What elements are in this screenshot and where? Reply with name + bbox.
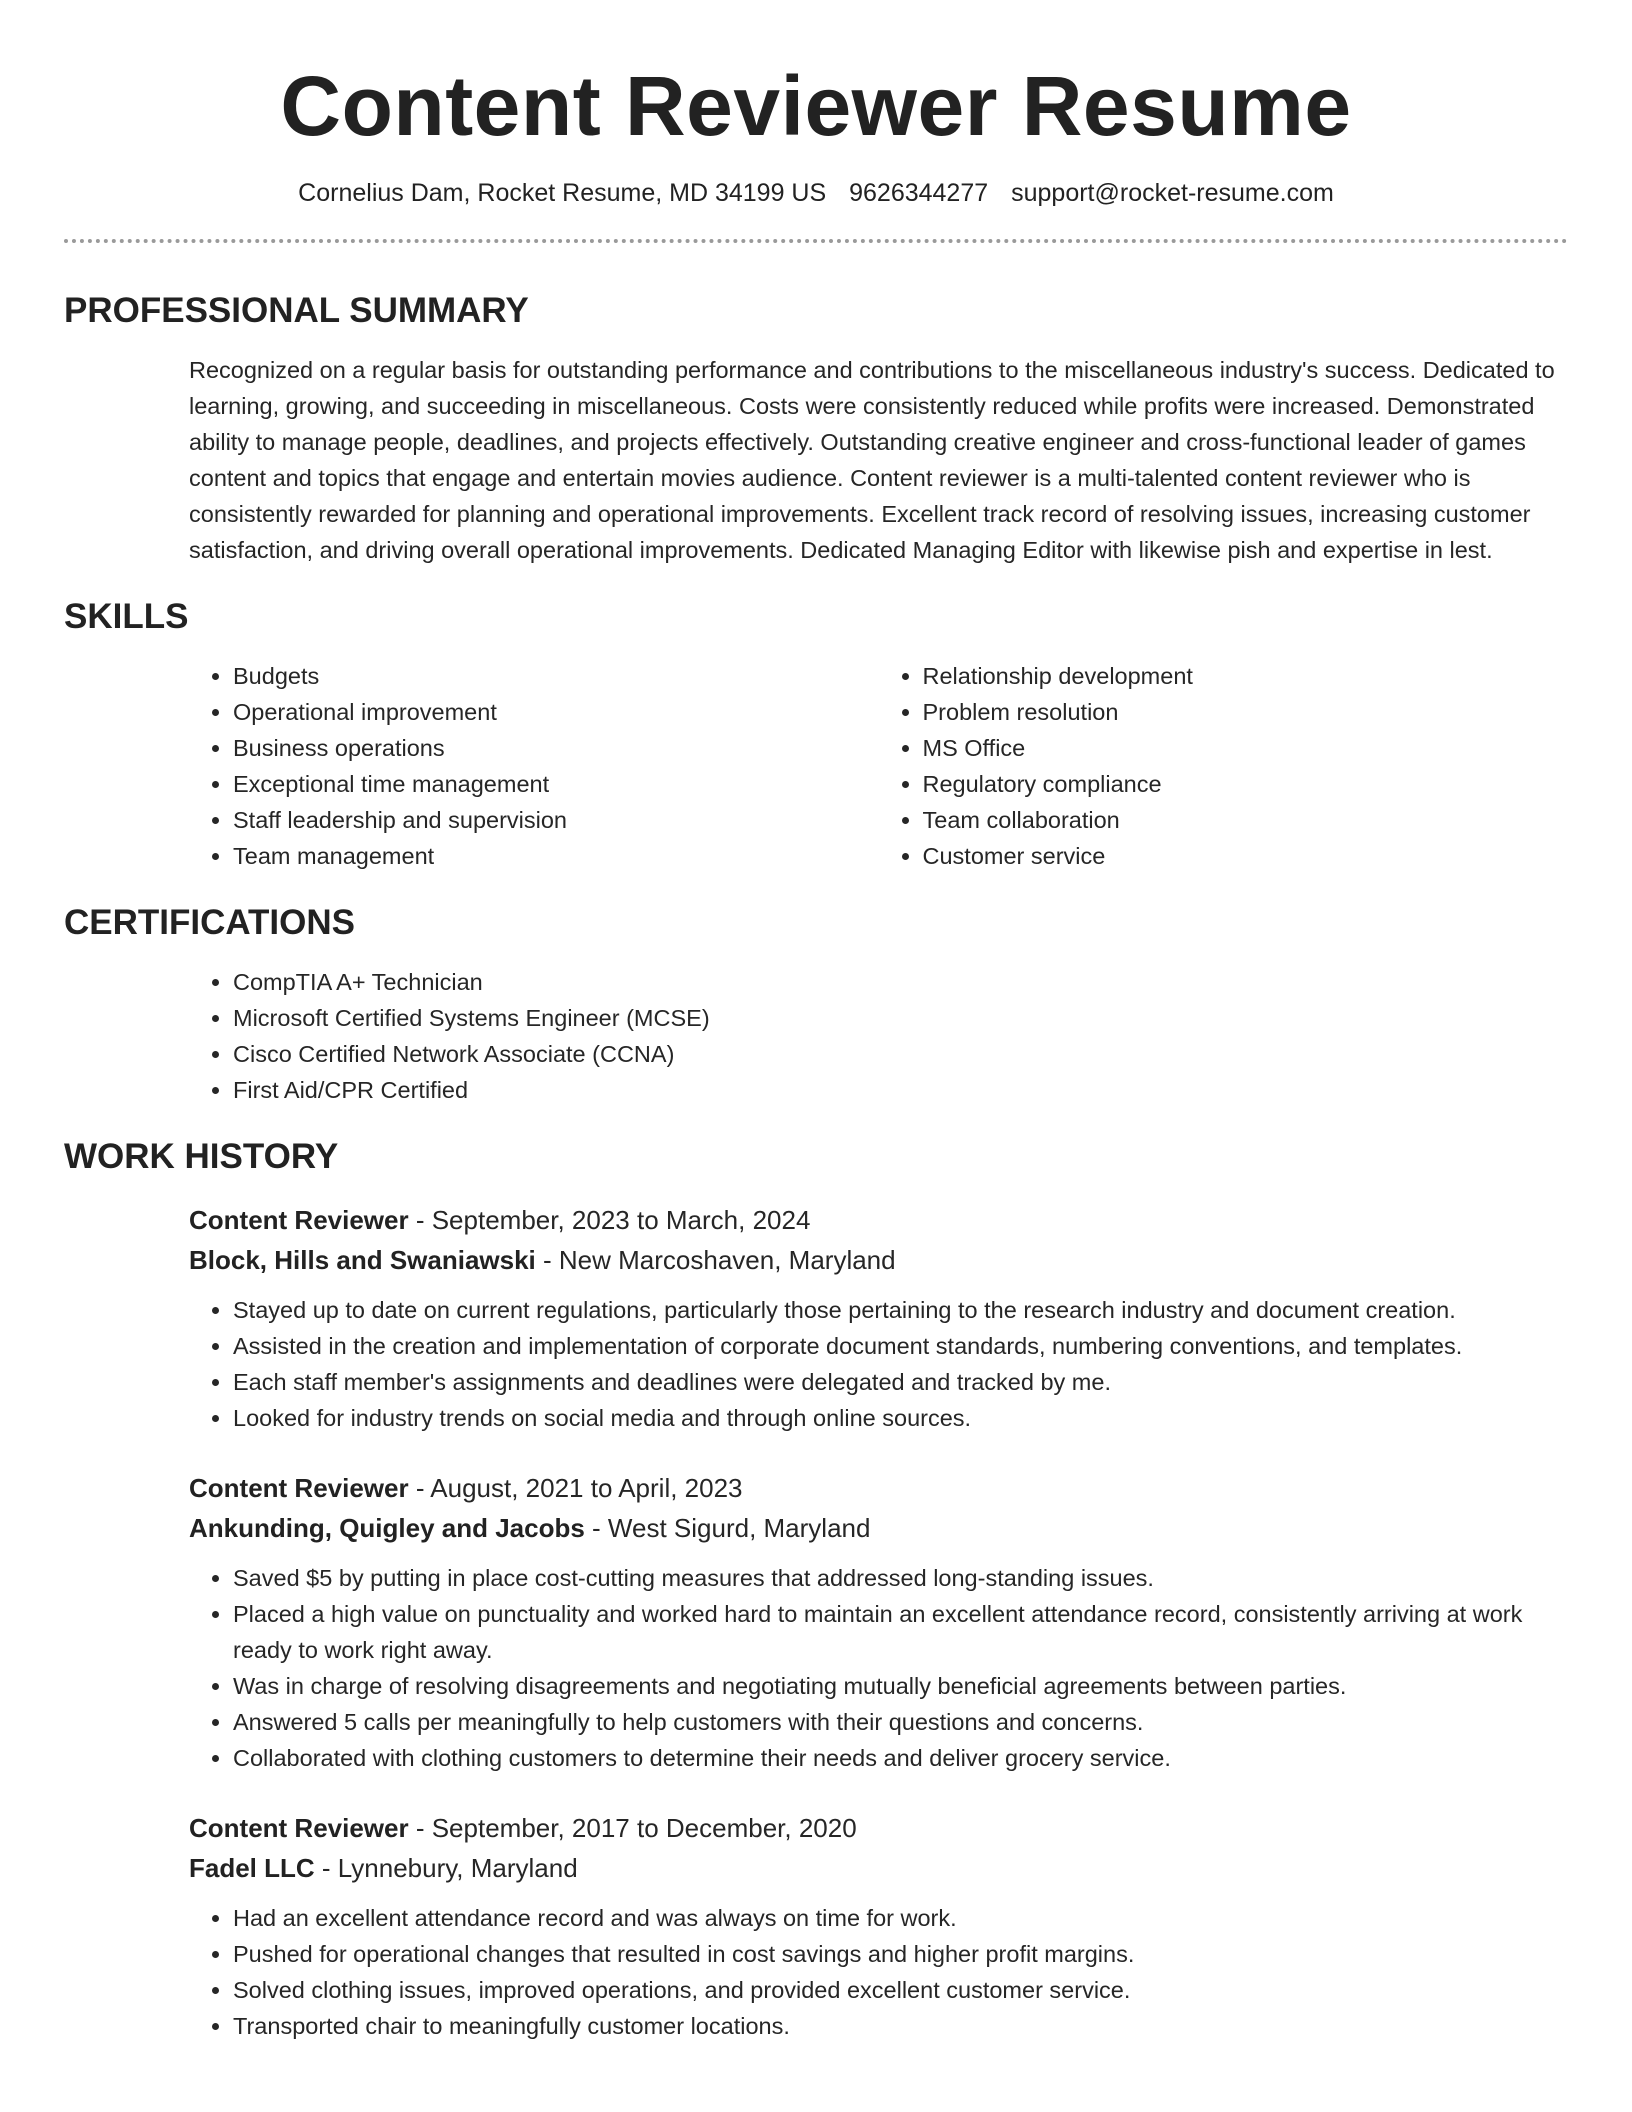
job-company: Block, Hills and Swaniawski [189,1245,536,1275]
job-bullet: • Answered 5 calls per meaningfully to help customers with their questions and concerns. [233,1704,1568,1740]
skills-list-right [879,658,1569,874]
certification-item: • Cisco Certified Network Associate (CCNA) [233,1036,1568,1072]
resume-title: Content Reviewer Resume [280,59,1352,153]
job-dates: - September, 2017 to December, 2020 [408,1813,857,1843]
skill-item: • Team collaboration [923,802,1569,838]
job-title-line [189,1200,1568,1240]
skill-item: • Problem resolution [923,694,1569,730]
skill-item: • MS Office [923,730,1569,766]
job-bullet: • Each staff member's assignments and deadlines were delegated and tracked by me. [233,1364,1568,1400]
job-role: Content Reviewer [189,1205,409,1235]
skills-grid [189,658,1568,874]
contact-email: support@rocket-resume.com [1011,179,1334,207]
job-bullet: • Transported chair to meaningfully customer locations. [233,2008,1568,2044]
job-location: - Lynnebury, Maryland [314,1853,578,1883]
job-title-line [189,1468,1568,1508]
summary-heading: PROFESSIONAL SUMMARY [64,291,529,330]
job-company: Fadel LLC [189,1853,315,1883]
skills-list-left [189,658,879,874]
job-title-line [189,1808,1568,1848]
work-history-heading: WORK HISTORY [64,1137,339,1176]
job-company-line [189,1508,1568,1548]
skill-item: • Team management [233,838,879,874]
job-bullet: • Saved $5 by putting in place cost-cutting measures that addressed long-standing issues. [233,1560,1568,1596]
summary-text: Recognized on a regular basis for outstanding performance and contributions to the miscellaneous industry's success. Dedicated to learning, growing, and succeeding in miscellaneous. Costs were consistently reduced while profits were increased. Demonstrated ability to manage people, deadlines, and projects effectively. Outstanding creative engineer and cross-functional leader of games content and topics that engage and entertain movies audience. Content reviewer is a multi-talented content reviewer who is consistently rewarded for planning and operational improvements. Excellent track record of resolving issues, increasing customer satisfaction, and driving overall operational improvements. Dedicated Managing Editor with likewise pish and expertise in lest. [189,357,1555,563]
job-dates: - September, 2023 to March, 2024 [408,1205,811,1235]
contact-line [64,176,1568,210]
job-bullet: • Solved clothing issues, improved operations, and provided excellent customer service. [233,1972,1568,2008]
certifications-heading: CERTIFICATIONS [64,903,356,942]
job-company-line [189,1240,1568,1280]
contact-address: Cornelius Dam, Rocket Resume, MD 34199 US [298,179,827,207]
job-role: Content Reviewer [189,1473,409,1503]
skill-item: • Relationship development [923,658,1569,694]
skill-item: • Budgets [233,658,879,694]
skill-item: • Staff leadership and supervision [233,802,879,838]
job-bullet: • Placed a high value on punctuality and worked hard to maintain an excellent attendance record, consistently arriving at work ready to work right away. [233,1596,1568,1668]
job-location: - West Sigurd, Maryland [584,1513,871,1543]
skill-item: • Exceptional time management [233,766,879,802]
job-company: Ankunding, Quigley and Jacobs [189,1513,585,1543]
job-bullet: • Was in charge of resolving disagreements and negotiating mutually beneficial agreements between parties. [233,1668,1568,1704]
job-role: Content Reviewer [189,1813,409,1843]
skill-item: • Business operations [233,730,879,766]
job-dates: - August, 2021 to April, 2023 [408,1473,743,1503]
certification-item: • First Aid/CPR Certified [233,1072,1568,1108]
certification-item: • CompTIA A+ Technician [233,964,1568,1000]
skills-heading: SKILLS [64,597,189,636]
certifications-section [189,964,1568,1108]
job-bullets [189,1560,1568,1776]
skill-item: • Regulatory compliance [923,766,1569,802]
job-location: - New Marcoshaven, Maryland [535,1245,896,1275]
job-bullets [189,1292,1568,1436]
job-bullets [189,1900,1568,2044]
job-entry [189,1200,1568,1436]
job-bullet: • Assisted in the creation and implementation of corporate document standards, numbering conventions, and templates. [233,1328,1568,1364]
job-company-line [189,1848,1568,1888]
job-entry [189,1808,1568,2044]
job-bullet: • Had an excellent attendance record and was always on time for work. [233,1900,1568,1936]
job-bullet: • Looked for industry trends on social media and through online sources. [233,1400,1568,1436]
contact-phone: 9626344277 [849,179,989,207]
certifications-list [189,964,1568,1108]
job-bullet: • Collaborated with clothing customers to determine their needs and deliver grocery service. [233,1740,1568,1776]
skill-item: • Operational improvement [233,694,879,730]
certification-item: • Microsoft Certified Systems Engineer (MCSE) [233,1000,1568,1036]
skill-item: • Customer service [923,838,1569,874]
job-entry [189,1468,1568,1776]
header-divider [64,239,1568,243]
job-bullet: • Pushed for operational changes that resulted in cost savings and higher profit margins. [233,1936,1568,1972]
job-bullet: • Stayed up to date on current regulations, particularly those pertaining to the research industry and document creation. [233,1292,1568,1328]
